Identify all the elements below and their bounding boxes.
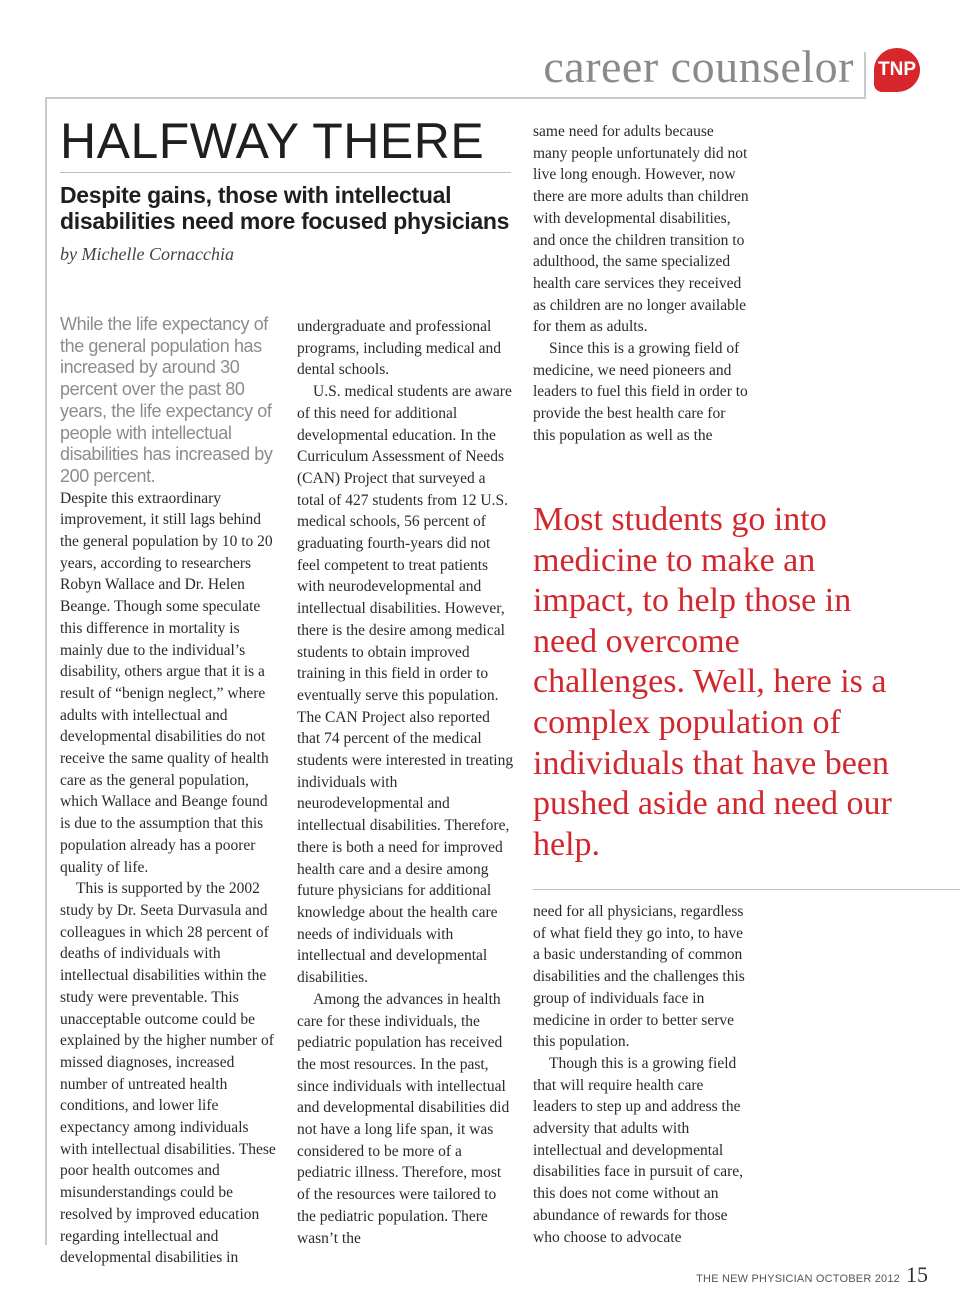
left-margin-rule xyxy=(45,97,47,1245)
byline: by Michelle Cornacchia xyxy=(60,244,234,264)
tnp-logo-badge: TNP xyxy=(874,48,920,92)
pull-quote: Most students go into medicine to make an impact, to help those in need overcome challenges. Well, here is a complex population of individuals that have been pushed aside and need our help. xyxy=(533,501,892,863)
title-underline xyxy=(60,172,511,173)
paragraph: undergraduate and professional programs, including medical and dental schools. xyxy=(297,318,502,379)
column-2 xyxy=(297,316,515,1249)
paragraph: Among the advances in health care for these individuals, the pediatric population has received the most resources. In the past, since individuals with intellectual and developmental disabilities did not have a long life span, it was considered to be more of a pediatric illness. Therefore, most of the resources were tailored to the pediatric population. There wasn’t the xyxy=(297,990,510,1247)
paragraph: need for all physicians, regardless of what field they go into, to have a basic understanding of common disabilities and the challenges this group of individuals face in medicine in order to better serve this population. xyxy=(533,903,745,1051)
header-vertical-divider xyxy=(864,52,866,98)
paragraph: Since this is a growing field of medicine, we need pioneers and leaders to fuel this field in order to provide the best health care for this population as well as the xyxy=(533,340,748,444)
paragraph: same need for adults because many people unfortunately did not live long enough. However, now there are more adults than children with developmental disabilities, and once the children transition to adulthood, the same specialized health care services they received as children are no longer available for them as adults. xyxy=(533,123,749,336)
page-number: 15 xyxy=(906,1262,928,1287)
column-3-bottom xyxy=(533,901,751,1248)
page-footer xyxy=(696,1262,928,1288)
paragraph: Despite this extraordinary improvement, it still lags behind the general population by 10 to 20 years, according to researchers Robyn Wallace and Dr. Helen Beange. Though some speculate this difference in mortality is mainly due to the individual’s disability, others argue that it is a result of “benign neglect,” where adults with intellectual and developmental disabilities do not receive the same quality of health care as the general population, which Wallace and Beange found is due to the assumption that this population already has a poorer quality of life. xyxy=(60,489,273,876)
header-rule xyxy=(45,97,866,99)
article-title: HALFWAY THERE xyxy=(60,113,485,169)
publication-info: THE NEW PHYSICIAN OCTOBER 2012 xyxy=(696,1273,900,1285)
column-1 xyxy=(60,314,278,1269)
column-3-top xyxy=(533,121,751,447)
paragraph: U.S. medical students are aware of this need for additional developmental education. In the Curriculum Assessment of Needs (CAN) Project that surveyed a total of 427 students from 12 U.S. medical schools, 56 percent of graduating fourth-years did not feel competent to treat patients with neurodevelopmental and intellectual disabilities. However, there is the desire among medical students to obtain improved training in this field in order to eventually serve this population. The CAN Project also reported that 74 percent of the medical students were interested in treating individuals with neurodevelopmental and intellectual disabilities. Therefore, there is both a need for improved health care and a desire among future physicians for additional knowledge about the health care needs of individuals with intellectual and developmental disabilities. xyxy=(297,383,514,987)
section-title: career counselor xyxy=(543,41,854,92)
paragraph: Though this is a growing field that will require health care leaders to step up and address the adversity that adults with intellectual and developmental disabilities face in pursuit of care, this does not come without an abundance of rewards for those who choose to advocate xyxy=(533,1054,744,1246)
paragraph: This is supported by the 2002 study by Dr. Seeta Durvasula and colleagues in which 28 percent of deaths of individuals with intellectual disabilities within the study were preventable. This unacceptable outcome could be explained by the higher number of missed diagnoses, increased number of untreated health conditions, and lower life expectancy among individuals with intellectual disabilities. These poor health outcomes and misunderstandings could be resolved by improved education regarding intellectual and developmental disabilities in xyxy=(60,880,276,1267)
pull-quote-rule xyxy=(533,889,960,890)
lead-paragraph: While the life expectancy of the general population has increased by around 30 percent over the past 80 years, the life expectancy of people with intellectual disabilities has increased by 200 percent. xyxy=(60,314,273,486)
article-subtitle: Despite gains, those with intellectual disabilities need more focused physicians xyxy=(60,182,510,234)
